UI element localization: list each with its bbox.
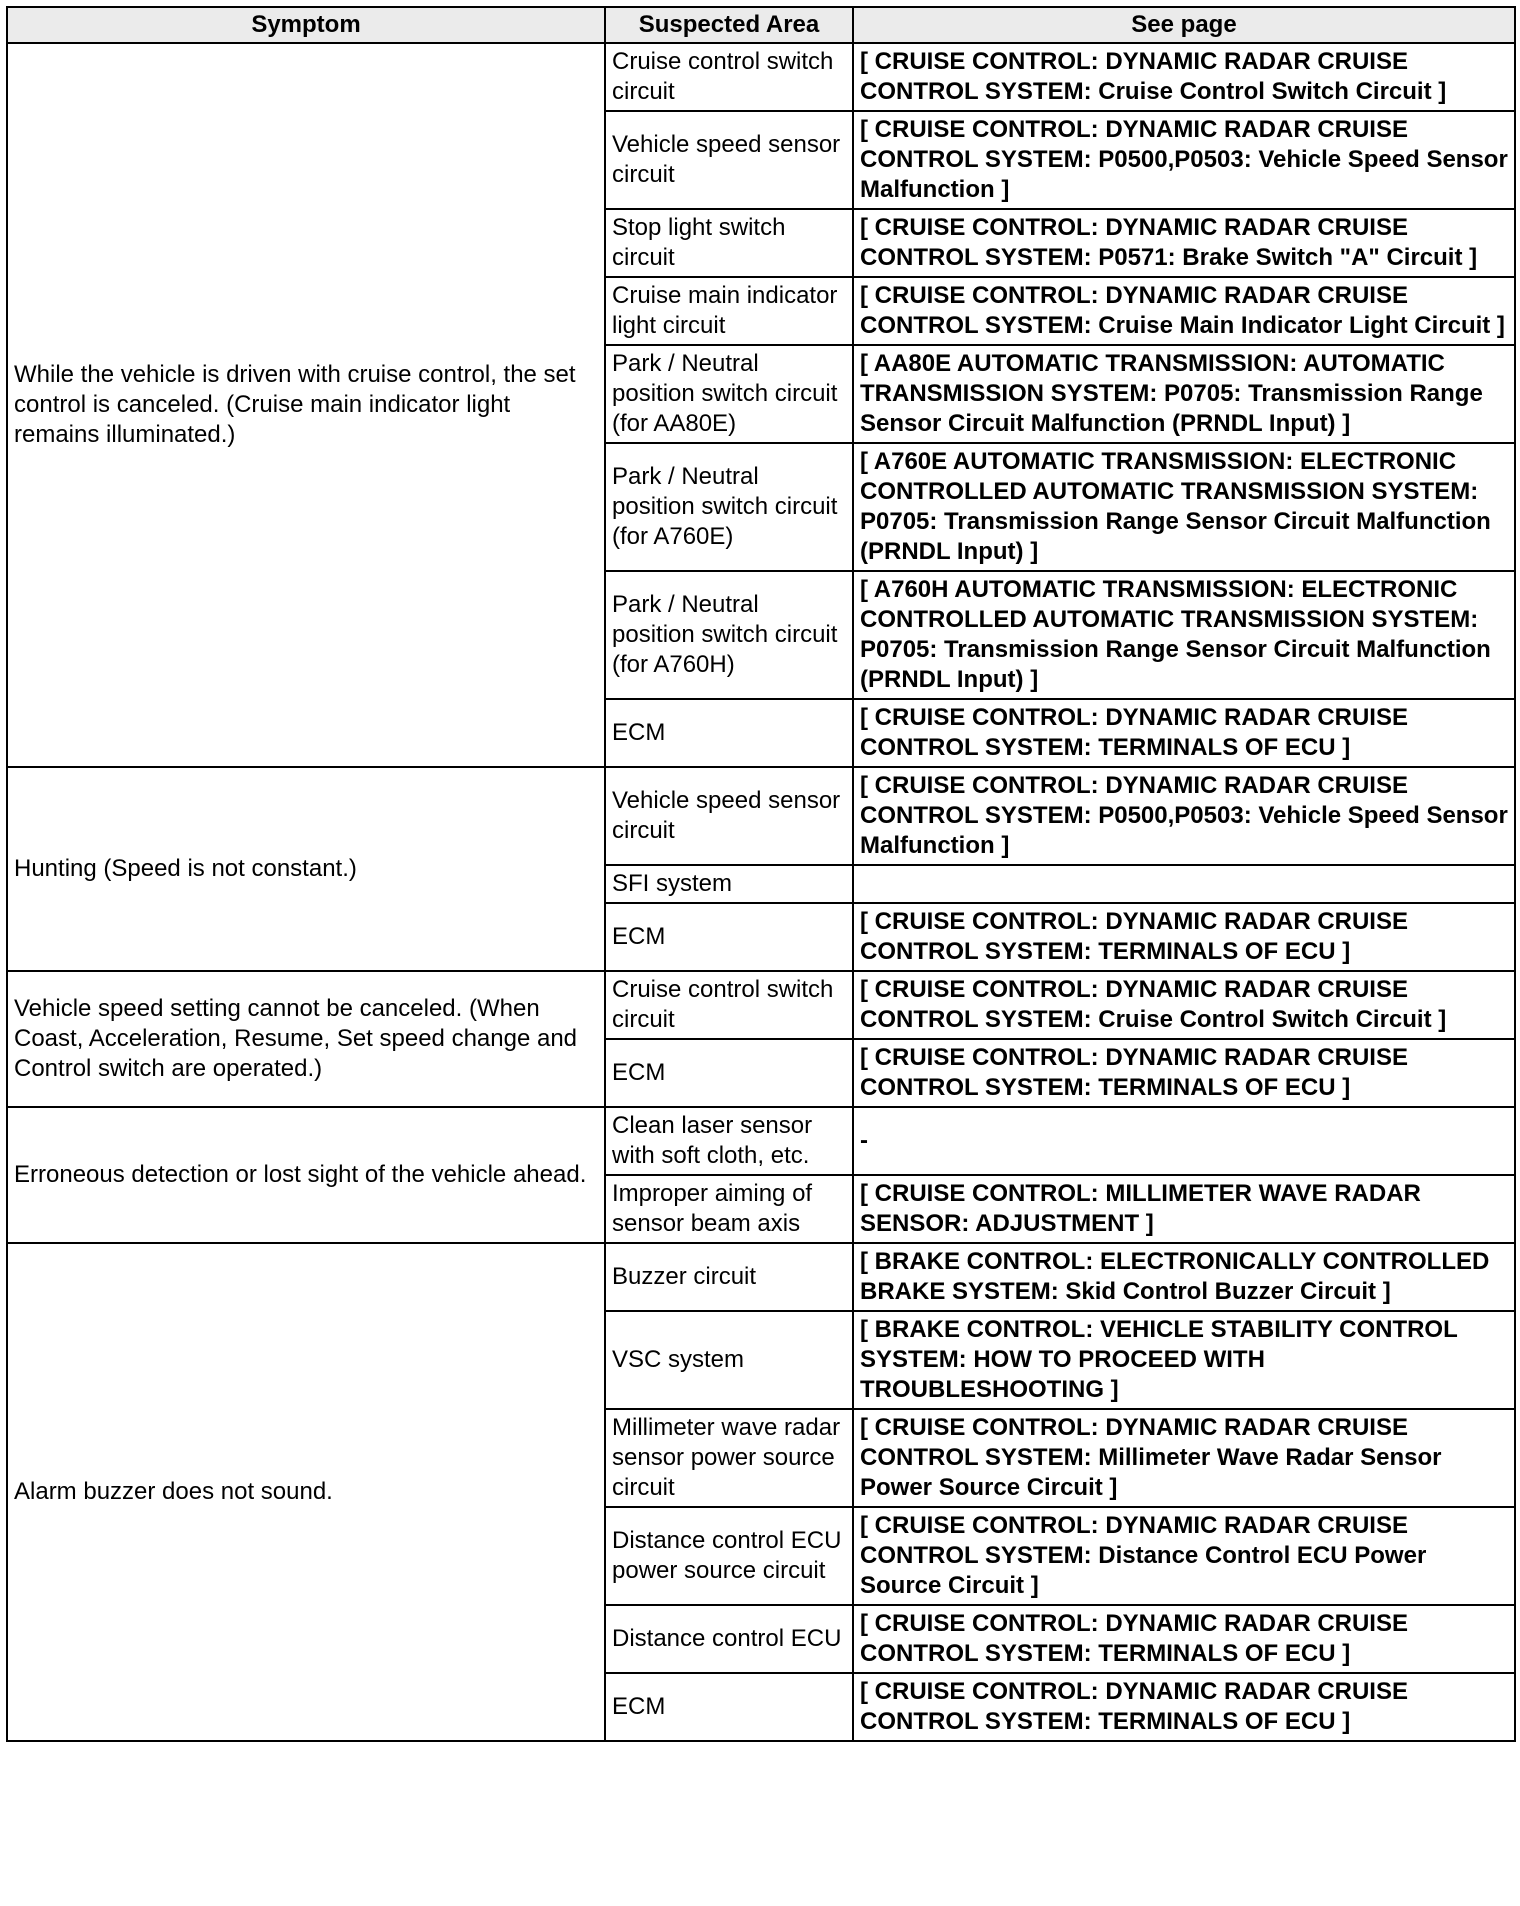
see-page-reference: [ BRAKE CONTROL: VEHICLE STABILITY CONTROL SYSTEM: HOW TO PROCEED WITH TROUBLESHOOTING ] (853, 1311, 1515, 1409)
suspected-area-cell: SFI system (605, 865, 853, 903)
suspected-area-cell: Cruise main indicator light circuit (605, 277, 853, 345)
see-page-reference: [ CRUISE CONTROL: DYNAMIC RADAR CRUISE CONTROL SYSTEM: Cruise Control Switch Circuit ] (853, 43, 1515, 111)
problem-symptoms-table (6, 6, 1516, 1742)
suspected-area-cell: Clean laser sensor with soft cloth, etc. (605, 1107, 853, 1175)
see-page-reference (853, 865, 1515, 903)
see-page-reference: [ CRUISE CONTROL: DYNAMIC RADAR CRUISE CONTROL SYSTEM: TERMINALS OF ECU ] (853, 1605, 1515, 1673)
symptom-cell: Alarm buzzer does not sound. (7, 1243, 605, 1741)
table-row (7, 767, 1515, 865)
suspected-area-cell: Stop light switch circuit (605, 209, 853, 277)
suspected-area-cell: Improper aiming of sensor beam axis (605, 1175, 853, 1243)
see-page-reference: [ AA80E AUTOMATIC TRANSMISSION: AUTOMATIC TRANSMISSION SYSTEM: P0705: Transmission Range Sensor Circuit Malfunction (PRNDL Input) ] (853, 345, 1515, 443)
header-symptom: Symptom (7, 7, 605, 43)
suspected-area-cell: Millimeter wave radar sensor power source circuit (605, 1409, 853, 1507)
symptom-cell: Hunting (Speed is not constant.) (7, 767, 605, 971)
see-page-reference: [ A760H AUTOMATIC TRANSMISSION: ELECTRONIC CONTROLLED AUTOMATIC TRANSMISSION SYSTEM: P0705: Transmission Range Sensor Circuit Malfunction (PRNDL Input) ] (853, 571, 1515, 699)
see-page-reference: [ CRUISE CONTROL: DYNAMIC RADAR CRUISE CONTROL SYSTEM: Cruise Main Indicator Light Circuit ] (853, 277, 1515, 345)
suspected-area-cell: Cruise control switch circuit (605, 43, 853, 111)
see-page-reference: [ CRUISE CONTROL: MILLIMETER WAVE RADAR SENSOR: ADJUSTMENT ] (853, 1175, 1515, 1243)
see-page-reference: [ CRUISE CONTROL: DYNAMIC RADAR CRUISE CONTROL SYSTEM: P0571: Brake Switch "A" Circuit ] (853, 209, 1515, 277)
table-row (7, 1107, 1515, 1175)
suspected-area-cell: ECM (605, 1039, 853, 1107)
suspected-area-cell: Distance control ECU power source circuit (605, 1507, 853, 1605)
header-row (7, 7, 1515, 43)
see-page-reference: [ BRAKE CONTROL: ELECTRONICALLY CONTROLLED BRAKE SYSTEM: Skid Control Buzzer Circuit ] (853, 1243, 1515, 1311)
symptom-cell: Vehicle speed setting cannot be canceled. (When Coast, Acceleration, Resume, Set speed change and Control switch are operated.) (7, 971, 605, 1107)
see-page-reference: [ CRUISE CONTROL: DYNAMIC RADAR CRUISE CONTROL SYSTEM: TERMINALS OF ECU ] (853, 903, 1515, 971)
table-body (7, 43, 1515, 1741)
suspected-area-cell: Buzzer circuit (605, 1243, 853, 1311)
symptom-cell: While the vehicle is driven with cruise control, the set control is canceled. (Cruise main indicator light remains illuminated.) (7, 43, 605, 767)
see-page-reference: [ CRUISE CONTROL: DYNAMIC RADAR CRUISE CONTROL SYSTEM: TERMINALS OF ECU ] (853, 1673, 1515, 1741)
suspected-area-cell: ECM (605, 903, 853, 971)
see-page-reference: [ CRUISE CONTROL: DYNAMIC RADAR CRUISE CONTROL SYSTEM: Millimeter Wave Radar Sensor Power Source Circuit ] (853, 1409, 1515, 1507)
see-page-reference: [ CRUISE CONTROL: DYNAMIC RADAR CRUISE CONTROL SYSTEM: TERMINALS OF ECU ] (853, 1039, 1515, 1107)
suspected-area-cell: Cruise control switch circuit (605, 971, 853, 1039)
see-page-reference: [ CRUISE CONTROL: DYNAMIC RADAR CRUISE CONTROL SYSTEM: Cruise Control Switch Circuit ] (853, 971, 1515, 1039)
table-row (7, 1243, 1515, 1311)
suspected-area-cell: ECM (605, 1673, 853, 1741)
suspected-area-cell: Vehicle speed sensor circuit (605, 767, 853, 865)
suspected-area-cell: VSC system (605, 1311, 853, 1409)
header-suspected-area: Suspected Area (605, 7, 853, 43)
suspected-area-cell: ECM (605, 699, 853, 767)
table-row (7, 43, 1515, 111)
suspected-area-cell: Park / Neutral position switch circuit (for AA80E) (605, 345, 853, 443)
see-page-reference: [ CRUISE CONTROL: DYNAMIC RADAR CRUISE CONTROL SYSTEM: TERMINALS OF ECU ] (853, 699, 1515, 767)
see-page-reference: [ CRUISE CONTROL: DYNAMIC RADAR CRUISE CONTROL SYSTEM: P0500,P0503: Vehicle Speed Sensor Malfunction ] (853, 111, 1515, 209)
suspected-area-cell: Distance control ECU (605, 1605, 853, 1673)
symptom-cell: Erroneous detection or lost sight of the vehicle ahead. (7, 1107, 605, 1243)
suspected-area-cell: Park / Neutral position switch circuit (for A760H) (605, 571, 853, 699)
see-page-reference: [ CRUISE CONTROL: DYNAMIC RADAR CRUISE CONTROL SYSTEM: Distance Control ECU Power Source Circuit ] (853, 1507, 1515, 1605)
header-see-page: See page (853, 7, 1515, 43)
see-page-reference: - (853, 1107, 1515, 1175)
troubleshooting-table-container (6, 6, 1514, 1742)
suspected-area-cell: Park / Neutral position switch circuit (for A760E) (605, 443, 853, 571)
table-row (7, 971, 1515, 1039)
see-page-reference: [ CRUISE CONTROL: DYNAMIC RADAR CRUISE CONTROL SYSTEM: P0500,P0503: Vehicle Speed Sensor Malfunction ] (853, 767, 1515, 865)
see-page-reference: [ A760E AUTOMATIC TRANSMISSION: ELECTRONIC CONTROLLED AUTOMATIC TRANSMISSION SYSTEM: P0705: Transmission Range Sensor Circuit Malfunction (PRNDL Input) ] (853, 443, 1515, 571)
suspected-area-cell: Vehicle speed sensor circuit (605, 111, 853, 209)
